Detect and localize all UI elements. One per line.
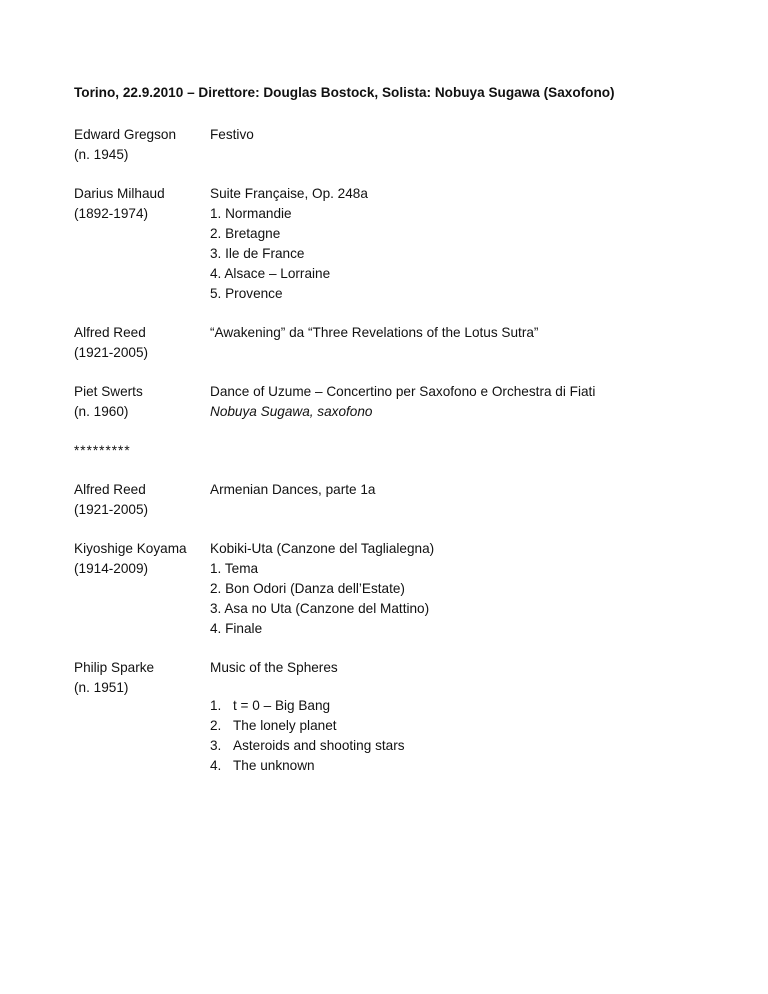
movement-number: 2. [210, 718, 222, 733]
intermission-separator: ********* [74, 443, 131, 458]
composer-name: Darius Milhaud [74, 186, 165, 201]
composer-dates: (n. 1945) [74, 147, 129, 162]
concert-program [74, 83, 714, 795]
work-title: Kobiki-Uta (Canzone del Taglialegna) [210, 541, 435, 556]
composer [74, 184, 210, 304]
movement: 2. Bon Odori (Danza dell’Estate) [210, 581, 405, 596]
composer-dates: (1921-2005) [74, 345, 149, 360]
movement: 2. Bretagne [210, 226, 281, 241]
work [210, 480, 714, 520]
movement-number: 4. [210, 758, 222, 773]
composer [74, 323, 210, 363]
composer-name: Alfred Reed [74, 482, 146, 497]
composer-dates: (1914-2009) [74, 561, 149, 576]
composer-dates: (1921-2005) [74, 502, 149, 517]
movement: 3. Ile de France [210, 246, 305, 261]
movement: 1. Tema [210, 561, 259, 576]
composer [74, 539, 210, 639]
program-entry-milhaud [74, 184, 714, 304]
composer [74, 658, 210, 776]
movement: 4. Finale [210, 621, 263, 636]
work-title: “Awakening” da “Three Revelations of the Lotus Sutra” [210, 325, 539, 340]
composer-name: Alfred Reed [74, 325, 146, 340]
work [210, 323, 714, 363]
program-entry-reed-armenian [74, 480, 714, 520]
movement: 5. Provence [210, 286, 283, 301]
composer-dates: (n. 1951) [74, 680, 129, 695]
composer-name: Kiyoshige Koyama [74, 541, 187, 556]
work [210, 382, 714, 422]
composer-name: Philip Sparke [74, 660, 155, 675]
composer-name: Edward Gregson [74, 127, 177, 142]
program-entry-gregson [74, 125, 714, 165]
composer [74, 125, 210, 165]
movement-title: t = 0 – Big Bang [233, 698, 331, 713]
list-item [210, 756, 714, 776]
composer-dates: (1892-1974) [74, 206, 149, 221]
movement-title: The lonely planet [233, 718, 337, 733]
movement-number: 3. [210, 738, 222, 753]
movement: 4. Alsace – Lorraine [210, 266, 331, 281]
work-title: Suite Française, Op. 248a [210, 186, 368, 201]
work-title: Festivo [210, 127, 254, 142]
work [210, 125, 714, 165]
spacer [210, 678, 714, 696]
program-entry-koyama [74, 539, 714, 639]
soloist-credit: Nobuya Sugawa, saxofono [210, 404, 373, 419]
movement-title: The unknown [233, 758, 315, 773]
movement-list [210, 696, 714, 776]
program-entry-swerts [74, 382, 714, 422]
work-title: Music of the Spheres [210, 660, 338, 675]
movement: 1. Normandie [210, 206, 292, 221]
program-entry-sparke [74, 658, 714, 776]
composer [74, 480, 210, 520]
work-title: Armenian Dances, parte 1a [210, 482, 376, 497]
work [210, 658, 714, 776]
program-entry-reed-awakening [74, 323, 714, 363]
list-item [210, 736, 714, 756]
composer [74, 382, 210, 422]
composer-dates: (n. 1960) [74, 404, 129, 419]
work [210, 184, 714, 304]
movement-number: 1. [210, 698, 222, 713]
composer-name: Piet Swerts [74, 384, 143, 399]
concert-heading: Torino, 22.9.2010 – Direttore: Douglas Bostock, Solista: Nobuya Sugawa (Saxofono) [74, 85, 615, 100]
list-item [210, 716, 714, 736]
list-item [210, 696, 714, 716]
movement-title: Asteroids and shooting stars [233, 738, 405, 753]
movement: 3. Asa no Uta (Canzone del Mattino) [210, 601, 430, 616]
work [210, 539, 714, 639]
work-title: Dance of Uzume – Concertino per Saxofono e Orchestra di Fiati [210, 384, 596, 399]
